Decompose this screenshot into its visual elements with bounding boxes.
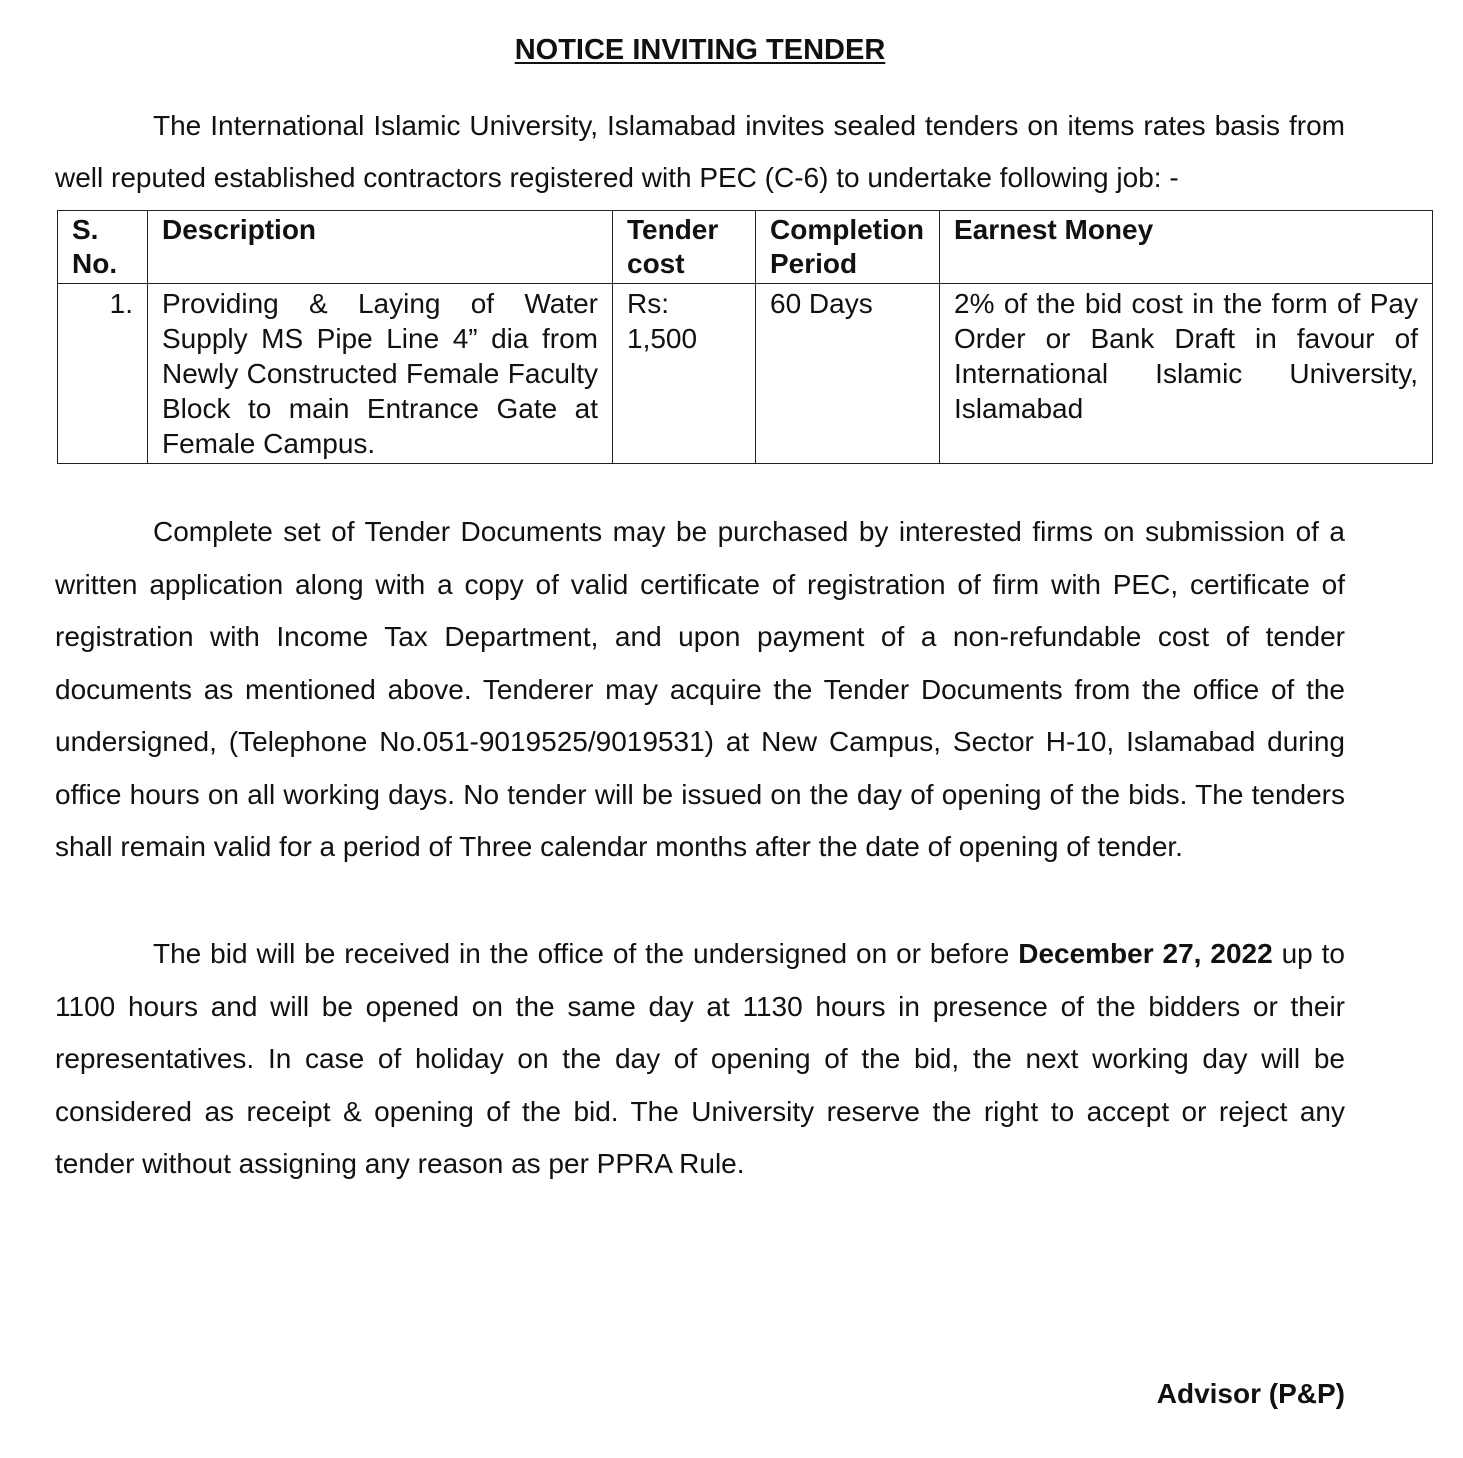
cell-sno: 1. <box>58 284 148 464</box>
notice-title: NOTICE INVITING TENDER <box>514 34 886 66</box>
bid-text-after-date: up to 1100 hours and will be opened on the same day at 1130 hours in presence of the bidders or their representatives. In case of holiday on the day of opening of the bid, the next working day will be considered as receipt & opening of the bid. The University reserve the right to accept or reject any tender without assigning any reason as per PPRA Rule. <box>55 938 1345 1179</box>
bid-deadline-date: December 27, 2022 <box>1018 938 1273 969</box>
header-tender-cost: Tender cost <box>613 211 756 284</box>
cell-description: Providing & Laying of Water Supply MS Pipe Line 4” dia from Newly Constructed Female Faculty Block to main Entrance Gate at Female Campus. <box>148 284 613 464</box>
table-row <box>58 284 1433 464</box>
intro-paragraph: The International Islamic University, Islamabad invites sealed tenders on items rates basis from well reputed established contractors registered with PEC (C-6) to undertake following job: - <box>55 110 1345 193</box>
cell-completion-period: 60 Days <box>756 284 940 464</box>
header-description: Description <box>148 211 613 284</box>
header-sno: S. No. <box>58 211 148 284</box>
tender-table <box>57 210 1433 464</box>
cell-earnest-money: 2% of the bid cost in the form of Pay Order or Bank Draft in favour of International Islamic University, Islamabad <box>940 284 1433 464</box>
bid-text-before-date: The bid will be received in the office of the undersigned on or before <box>153 938 1019 969</box>
header-completion-period: Completion Period <box>756 211 940 284</box>
signature: Advisor (P&P) <box>1156 1378 1345 1409</box>
cell-tender-cost: Rs: 1,500 <box>613 284 756 464</box>
bid-paragraph <box>55 928 1345 1191</box>
header-earnest-money: Earnest Money <box>940 211 1433 284</box>
documents-paragraph: Complete set of Tender Documents may be purchased by interested firms on submission of a written application along with a copy of valid certificate of registration of firm with PEC, certificate of registration with Income Tax Department, and upon payment of a non-refundable cost of tender documents as mentioned above. Tenderer may acquire the Tender Documents from the office of the undersigned, (Telephone No.051-9019525/9019531) at New Campus, Sector H-10, Islamabad during office hours on all working days. No tender will be issued on the day of opening of the bids. The tenders shall remain valid for a period of Three calendar months after the date of opening of tender. <box>55 516 1345 862</box>
table-header-row <box>58 211 1433 284</box>
